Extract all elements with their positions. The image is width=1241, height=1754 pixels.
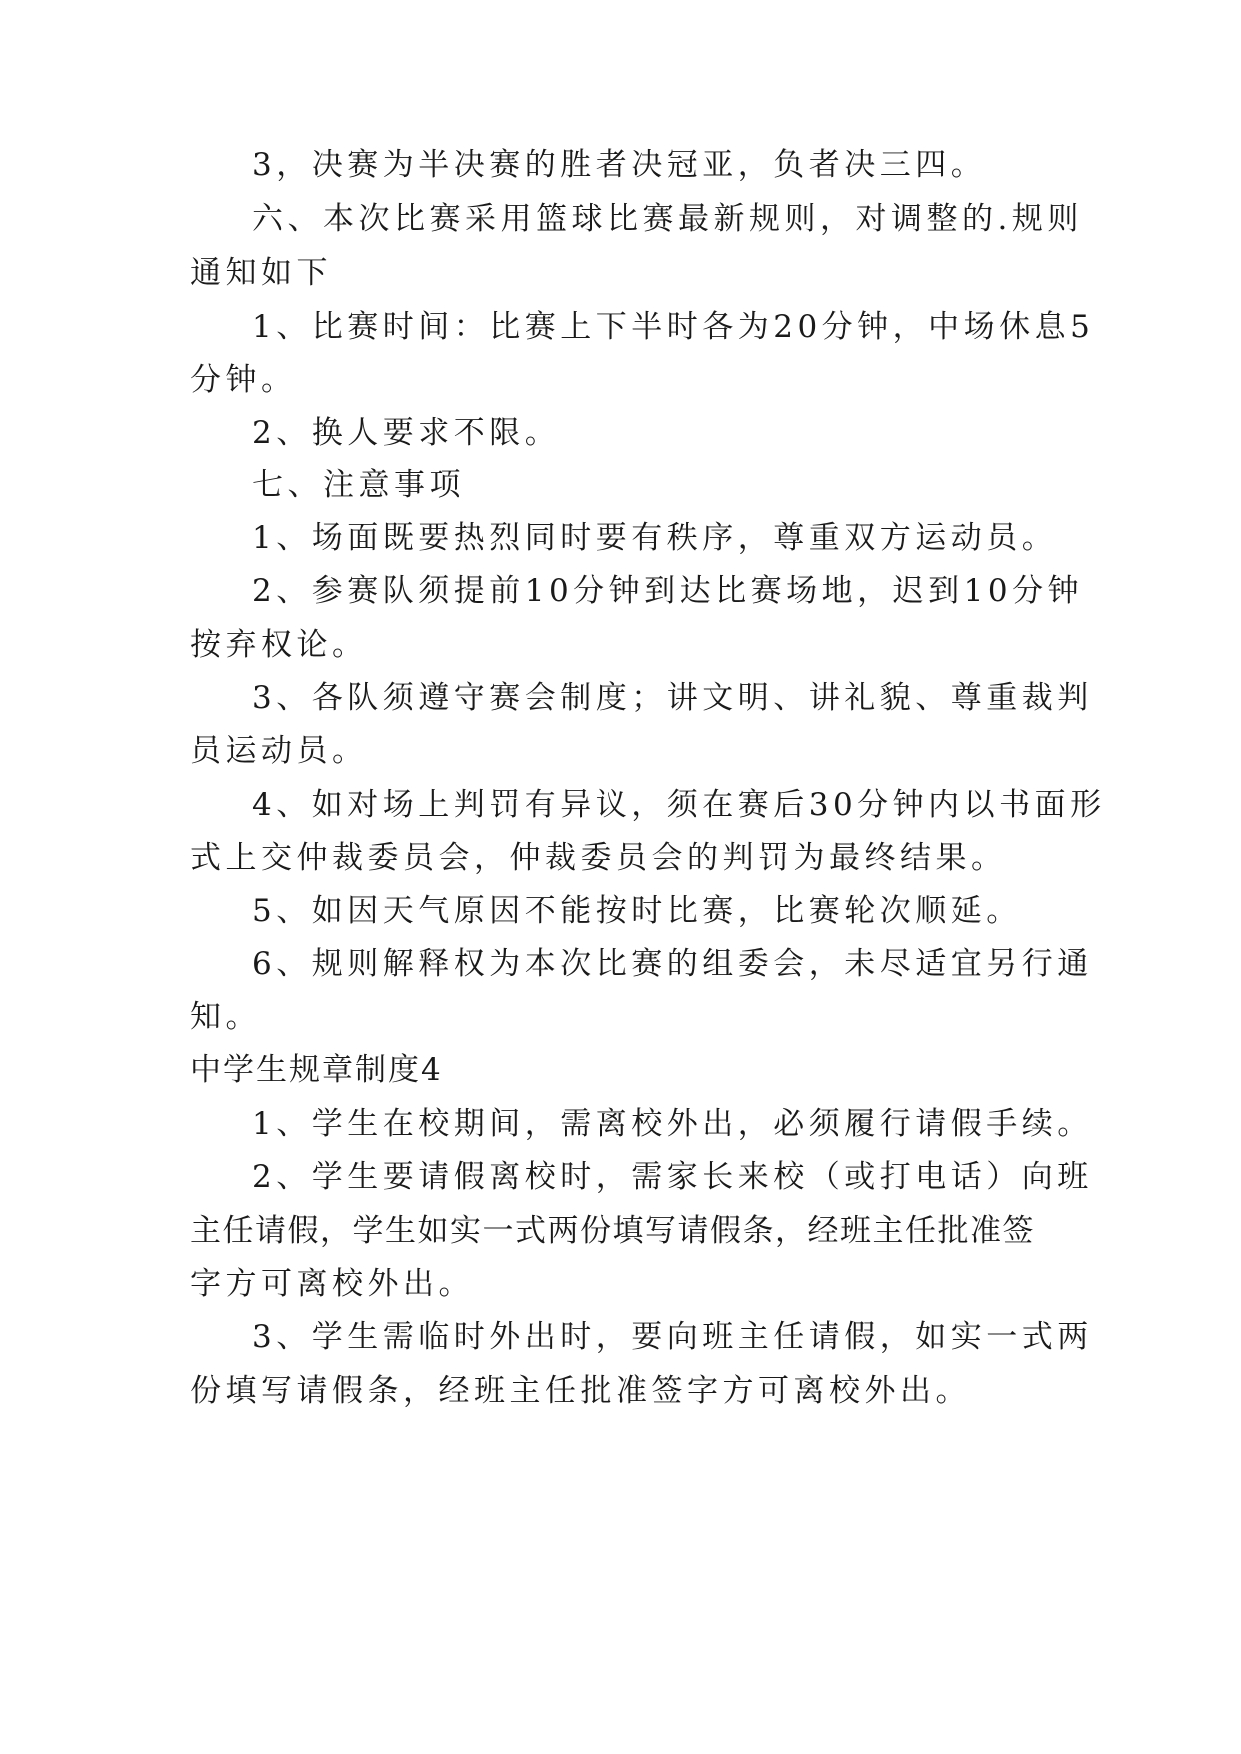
- paragraph-line: 员运动员。: [190, 733, 368, 769]
- paragraph-line: 6、规则解释权为本次比赛的组委会，未尽适宜另行通: [252, 946, 1093, 982]
- paragraph-line: 3、学生需临时外出时，要向班主任请假，如实一式两: [252, 1319, 1093, 1355]
- section-heading-7: 七、注意事项: [252, 467, 465, 503]
- paragraph-line: 3，决赛为半决赛的胜者决冠亚，负者决三四。: [252, 147, 987, 183]
- paragraph-line: 1、场面既要热烈同时要有秩序，尊重双方运动员。: [252, 520, 1058, 556]
- paragraph-line: 式上交仲裁委员会，仲裁委员会的判罚为最终结果。: [190, 840, 1007, 876]
- paragraph-line: 按弃权论。: [190, 627, 368, 663]
- paragraph-line: 分钟。: [190, 362, 297, 398]
- paragraph-line: 2、参赛队须提前10分钟到达比赛场地，迟到10分钟: [252, 573, 1084, 609]
- paragraph-line: 字方可离校外出。: [190, 1266, 474, 1302]
- paragraph-line: 知。: [190, 999, 261, 1035]
- paragraph-line: 主任请假，学生如实一式两份填写请假条，经班主任批准签: [190, 1213, 1035, 1249]
- paragraph-line: 2、换人要求不限。: [252, 415, 561, 451]
- paragraph-line: 5、如因天气原因不能按时比赛，比赛轮次顺延。: [252, 893, 1022, 929]
- paragraph-line: 份填写请假条，经班主任批准签字方可离校外出。: [190, 1373, 971, 1409]
- paragraph-line: 2、学生要请假离校时，需家长来校（或打电话）向班: [252, 1159, 1093, 1195]
- paragraph-line: 1、学生在校期间，需离校外出，必须履行请假手续。: [252, 1106, 1093, 1142]
- paragraph-line: 通知如下: [190, 255, 332, 291]
- paragraph-line: 1、比赛时间：比赛上下半时各为20分钟，中场休息5: [252, 309, 1095, 345]
- section-heading-6: 六、本次比赛采用篮球比赛最新规则，对调整的.规则: [252, 201, 1083, 237]
- article-title: 中学生规章制度4: [190, 1052, 443, 1088]
- paragraph-line: 3、各队须遵守赛会制度；讲文明、讲礼貌、尊重裁判: [252, 680, 1093, 716]
- paragraph-line: 4、如对场上判罚有异议，须在赛后30分钟内以书面形: [252, 787, 1106, 823]
